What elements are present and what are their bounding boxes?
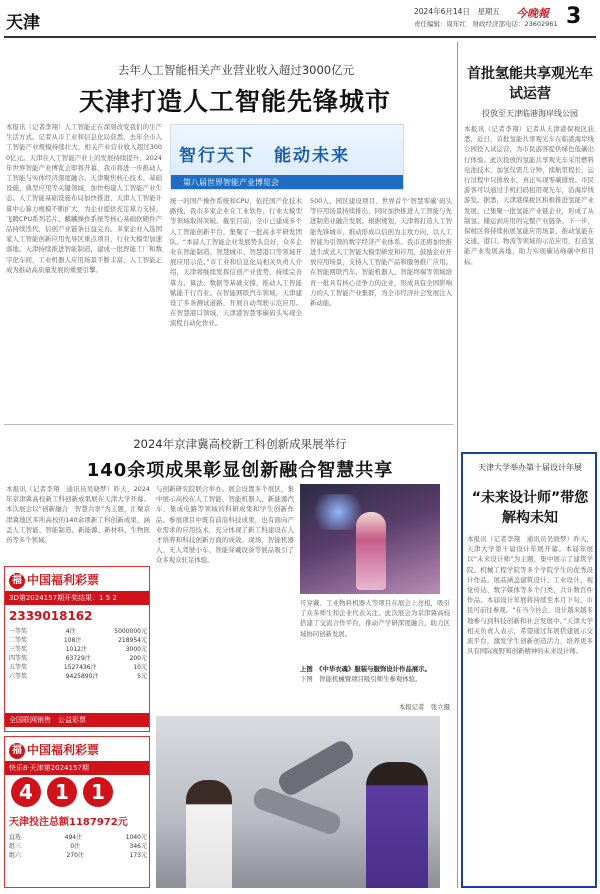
story2-column-1: 本报讯（记者李翔 通讯员吴晓梦）昨天，2024年京津冀高校新工科创新成果展在天津大学开幕。本次展会以“创新融合 智慧共享”为主题，汇聚京津冀地区多所高校的140余项新工科创新成果，涵盖人工智能、智能制造、新能源、新材料、生物医药等多个领域。 [6,485,150,545]
design-expo-box [461,452,597,888]
prize-row: 三等奖 1012注 3000元 [9,646,147,653]
story1-column-2: 统一的国产操作系统和CPU，依托国产化技术路线，我市多家企业在工业软件、行业大模型等领域取得突破。截至目前，全市已建成多个人工智能创新平台，集聚了一批高水平研发团队。“本届人工智能企业发展势头良好，众多企业在智能制造、智慧城市、智慧港口等领域开展应用示范。”市工业和信息化局相关负责人介绍，天津将继续发挥信创产业优势，持续完善算力、算法、数据等基础支撑，推动人工智能赋能千行百业。在智能网联汽车领域，天津建设了多条测试道路，开展自动驾驶示范应用。在智慧港口领域，天津港智慧零碳码头实现全流程自动化作业。 [170,197,302,328]
ad-band: 3D第2024157期开奖结果：1 5 2 [5,591,150,605]
student-figure [366,762,428,888]
lottery-logo: 福 中国福利彩票 [9,571,99,589]
sidebar-headline: 首批氢能共享观光车试运营 [467,66,593,102]
story2-column-3: 可穿戴、工业物料机器人等项目在展会上亮相，吸引了众多师生和企业代表关注。此次展会为京津冀高校搭建了交流合作平台，推动产学研深度融合，助力区域协同创新发展。 [300,599,450,638]
ad-prize-table [9,833,147,860]
story2-headline: 140余项成果彰显创新融合智慧共享 [86,460,394,481]
fashion-show-photo [300,484,440,594]
box-headline: “未来设计师”带您解构未知 [471,490,589,526]
story1-subhead: 去年人工智能相关产业营业收入超过3000亿元 [117,63,355,77]
banner-subtitle: 第八届世界智能产业博览会 [183,178,279,187]
prize-row: 五等奖 1527436注 10元 [9,664,147,671]
lottery-emblem-icon: 福 [9,743,25,759]
page-header [4,4,596,34]
box-kicker: 天津大学举办第十届设计年展 [478,463,582,472]
ad-band: 快乐8·天津第2024157期 [5,761,150,775]
lottery-emblem-icon: 福 [9,573,25,589]
lottery-ad-1 [4,566,150,732]
story1-headline: 天津打造人工智能先锋城市 [78,87,391,116]
box-body: 本报讯（记者李翔 通讯员吴晓梦）昨天，天津大学第十届设计年展开幕。本届年展以“未来设计师”为主题，集中展示了建筑学院、机械工程学院等多个学院学生的优秀设计作品。展品涵盖建筑设计、工业设计、视觉传达、数字媒体等多个门类，共计数百件作品。本届设计年展将持续至本月下旬，市民可前往参观。“在当今社会，设计越来越多地参与到科技创新和社会发展中。”天津大学相关负责人表示，希望通过年展搭建展示交流平台，激发学生创新创造活力，培养更多具有国际视野和创新精神的未来设计师。 [467,535,593,656]
page-number: 3 [566,4,582,29]
robot-arm-upper [275,738,356,799]
model-figure [356,512,386,590]
visitor-figure [186,780,232,888]
prize-row: 组三 0注 346元 [9,843,147,850]
issue-date: 2024年6月14日 星期五 [414,7,500,16]
story1-column-1: 本报讯（记者李翔）人工智能正在深刻改变我们的生产生活方式。记者从市工业和信息化局获悉，去年全市人工智能产业规模持续壮大，相关产业营业收入超过3000亿元。天津在人工智能产业上的发展持续提升，2024年世界智能产业博览会即将开幕，我市将进一步推动人工智能与实体经济深度融合。天津聚焦核心技术、基础设施、典型应用等关键领域，加快构建人工智能产业生态。人工智能基础设施布局加快推进，天津人工智能计算中心算力规模不断扩大，为企业提供充足算力支持。飞腾CPU系列芯片、麒麟操作系统等核心基础软硬件产品持续迭代，信创产业链条日益完善。多家企业入选国家人工智能创新应用先导区重点项目，行业大模型加速落地。天津持续推进智能制造，建成一批智能工厂和数字化车间，工业机器人应用场景不断丰富，人工智能正成为推动高质量发展的重要引擎。 [6,123,162,274]
story1-column-3: 500人、园区建设项目、世界首个‘智慧零碳’码头等应用场景持续推出，同时加快推进人工智能与先进制造业融合发展。根据规划，天津将打造人工智能先锋城市，推动形成以信创为主攻方向，以人工智能为引领的数字经济产业体系。我市还将加快推进生成式人工智能大模型研发和应用，鼓励企业开放应用场景，支持人工智能产品和服务推广应用。在智能网联汽车、智能机器人、智能终端等领域培育一批具有核心竞争力的企业，形成具有全国影响力的人工智能产业集群，为全市经济社会发展注入新动能。 [310,197,452,308]
sidebar-subhead: 投放至天津临港海岸线公园 [482,109,578,118]
ad-sales-total: 天津投注总额1187972元 [9,817,128,828]
lottery-ball: 1 [47,777,77,807]
story-divider [4,424,454,425]
prize-row: 二等奖 108注 218954元 [9,637,147,644]
masthead-logo: 今晚報 [516,7,549,20]
photo-caption [300,664,450,684]
photo-credit: 本报记者 张立摄 [398,703,450,711]
lottery-ball: 4 [11,777,41,807]
ad-prize-table [9,627,147,681]
lottery-logo: 福 中国福利彩票 [9,741,99,759]
lottery-ball: 1 [83,777,113,807]
story2-column-2: 与创新研究院联合举办。展会设置多个展区，集中展示高校在人工智能、智能机器人、新能源汽车、集成电路等领域的科研成果和学生创新作品。参展项目中既有前沿科技成果，也有面向产业需求的应用技术，充分体现了新工科建设在人才培养和科技创新方面的成效。现场，智能机器人、无人驾驶小车、智能穿戴设备等展品吸引了众多观众驻足体验。 [156,485,294,565]
banner-title: 智行天下 能动未来 [179,146,350,166]
caption-top: 上图 《中华衣魂》服装与服饰设计作品展示。 [300,665,432,673]
prize-row: 直选 494注 1040元 [9,834,147,841]
prize-row: 四等奖 63729注 200元 [9,655,147,662]
header-divider [4,36,596,38]
section-name: 天津 [6,13,40,33]
caption-bottom: 下图 智能机械臂项目吸引师生参观体验。 [300,675,422,683]
sidebar-body: 本报讯（记者李翔）记者从天津港保税区获悉，近日，首批氢能共享观光车在临港海岸线公园投入试运营，为市民游客提供绿色低碳出行体验。此次投放的氢能共享观光车采用燃料电池技术，加氢仅需几分钟，续航里程长，运行过程中只排放水，真正实现零碳排放。市民游客可以通过手机扫码租用观光车，沿海岸线游览。据悉，天津港保税区积极推进氢能产业发展，已集聚一批氢能产业链企业，形成了从制氢、储运到应用的完整产业链条。下一步，保税区将持续拓展氢能应用场景，推动氢能在交通、港口、物流等领域的示范应用，打造氢能产业发展高地，助力实现碳达峰碳中和目标。 [464,125,594,266]
ad-footer-band: 全国联网销售 公益彩票 [5,713,150,727]
ad-jackpot-number: 2339018162 [9,609,93,623]
column-divider [457,42,458,888]
ad-ball-row [11,777,113,807]
story2-subhead: 2024年京津冀高校新工科创新成果展举行 [133,437,347,451]
prize-row: 六等奖 9425890注 5元 [9,673,147,680]
robot-arm-photo [156,716,440,888]
story1-banner-image [170,124,404,190]
robot-arm-lower [251,785,343,836]
prize-row: 组六 270注 173元 [9,852,147,859]
lottery-ad-2 [4,736,150,888]
editor-info: 责任编辑：周年红 财政经济部电话：23602961 [414,20,558,28]
prize-row: 一等奖 4注 5000000元 [9,628,147,635]
